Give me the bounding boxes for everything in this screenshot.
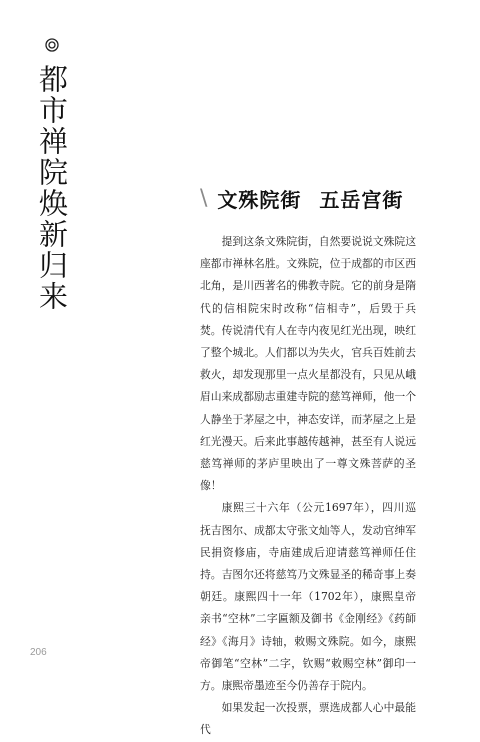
paragraph-3: 如果发起一次投票，票选成都人心中最能代 (200, 701, 416, 737)
section-heading (200, 182, 403, 214)
double-circle-icon (45, 38, 59, 52)
side-title: 都市禅院焕新归来 (35, 64, 69, 312)
body-text (200, 231, 416, 742)
backslash-icon: \ (200, 185, 208, 211)
side-title-block (34, 38, 70, 312)
paragraph-2: 康熙三十六年（公元1697年），四川巡抚吉图尔、成都太守张文灿等人，发动官绅军民捐资修庙，寺庙建成后迎请慈笃禅师任住持。吉图尔还将慈笃乃文殊显圣的稀奇事上奏朝廷。康熙四十一年（1702年），康熙皇帝亲书“空林”二字匾额及御书《金刚经》《药師经》《海月》诗轴，敕赐文殊院。如今，康熙帝御笔“空林”二字，钦赐“敕赐空林”御印一方。康熙帝墨迹至今仍善存于院内。 (200, 501, 416, 693)
section-title-a: 文殊院街 (217, 187, 302, 212)
paragraph-1: 提到这条文殊院街，自然要说说文殊院这座都市禅林名胜。文殊院，位于成都的市区西北角，是川西著名的佛教寺院。它的前身是隋代的信相院宋时改称“信相寺”，后毁于兵焚。传说清代有人在寺内夜见红光出现，映红了整个城北。人们都以为失火，官兵百姓前去救火，却发现那里一点火星都没有，只见从峨眉山来成都励志重建寺院的慈笃禅师，他一个人静坐于茅屋之中，神态安详，而茅屋之上是红光漫天。后来此事越传越神，甚至有人说远慈笃禅师的茅庐里映出了一尊文殊菩萨的圣像！ (200, 235, 416, 493)
page-number: 206 (30, 647, 47, 658)
section-title-b: 五岳宫街 (319, 187, 404, 212)
